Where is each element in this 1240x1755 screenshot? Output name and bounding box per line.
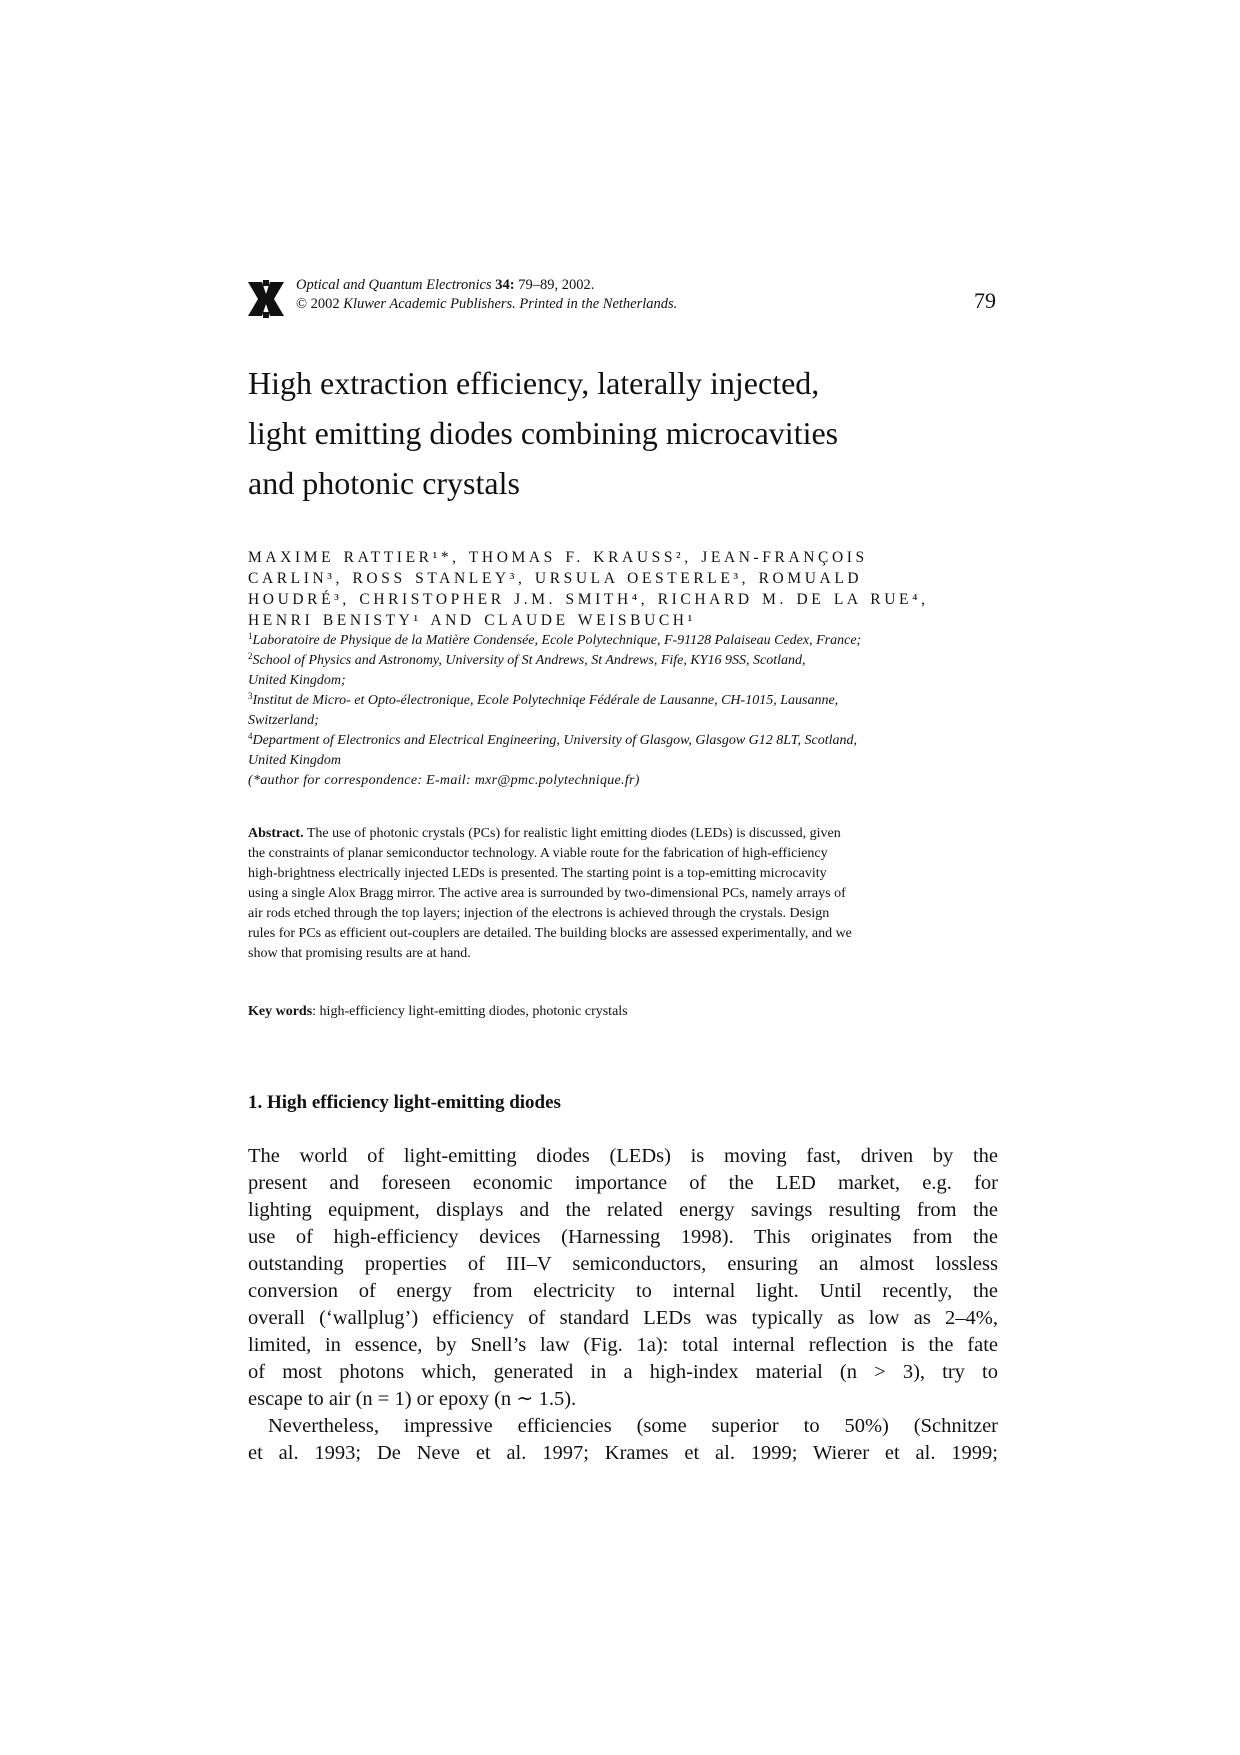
author-line: MAXIME RATTIER¹*, THOMAS F. KRAUSS², JEAN-FRANÇOIS <box>248 549 868 566</box>
correspondence-note: (*author for correspondence: E-mail: mxr@pmc.polytechnique.fr) <box>248 773 640 788</box>
body-line: use of high-efficiency devices (Harnessing 1998). This originates from the <box>248 1226 998 1248</box>
body-text <box>248 1143 998 1467</box>
author-line: CARLIN³, ROSS STANLEY³, URSULA OESTERLE³, ROMUALD <box>248 570 863 587</box>
affiliation-line: United Kingdom <box>248 753 341 768</box>
author-line: HOUDRÉ³, CHRISTOPHER J.M. SMITH⁴, RICHARD M. DE LA RUE⁴, <box>248 591 929 608</box>
abstract-line: the constraints of planar semiconductor technology. A viable route for the fabrication of high-efficiency <box>248 846 828 861</box>
keywords-text: : high-efficiency light-emitting diodes, photonic crystals <box>312 1004 628 1019</box>
body-line: of most photons which, generated in a high-index material (n > 3), try to <box>248 1361 998 1383</box>
author-line: HENRI BENISTY¹ AND CLAUDE WEISBUCH¹ <box>248 612 696 629</box>
section-heading: 1. High efficiency light-emitting diodes <box>248 1092 561 1113</box>
affiliation <box>248 691 1008 731</box>
affiliation-line: Switzerland; <box>248 713 319 728</box>
copyright-year: 2002 <box>307 296 344 312</box>
body-line: lighting equipment, displays and the related energy savings resulting from the <box>248 1199 998 1221</box>
body-line: The world of light-emitting diodes (LEDs) is moving fast, driven by the <box>248 1145 998 1167</box>
abstract-line: air rods etched through the top layers; injection of the electrons is achieved through the crystals. Design <box>248 906 830 921</box>
affiliation <box>248 631 1008 651</box>
body-line: conversion of energy from electricity to internal light. Until recently, the <box>248 1280 998 1302</box>
abstract <box>248 824 998 964</box>
title-line: and photonic crystals <box>248 465 520 501</box>
journal-name: Optical and Quantum Electronics <box>296 277 492 293</box>
title-line: light emitting diodes combining microcavities <box>248 415 839 451</box>
copyright-line <box>296 295 677 314</box>
affiliations <box>248 631 1008 791</box>
affiliation-line: $^1$Laboratoire de Physique de la Matière Condensée, Ecole Polytechnique, F-91128 Palaiseau Cedex, France; <box>248 631 862 648</box>
copyright-icon: © <box>296 296 308 312</box>
journal-line <box>296 276 677 295</box>
affiliation-line: $^3$Institut de Micro- et Opto-électronique, Ecole Polytechniqe Fédérale de Lausanne, CH-1015, Lausanne, <box>248 691 839 708</box>
journal-header <box>248 276 996 322</box>
abstract-line: Abstract. The use of photonic crystals (PCs) for realistic light emitting diodes (LEDs) is discussed, given <box>248 826 841 841</box>
journal-volume: 34: <box>495 277 515 293</box>
body-line: present and foreseen economic importance of the LED market, e.g. for <box>248 1172 998 1194</box>
journal-pages: 79–89, 2002. <box>514 277 595 293</box>
affiliation-line: United Kingdom; <box>248 673 346 688</box>
author-list <box>248 547 1008 631</box>
journal-citation <box>296 276 677 314</box>
affiliation-number: 2 <box>248 651 253 661</box>
kluwer-logo-icon <box>248 280 284 318</box>
body-line: escape to air (n = 1) or epoxy (n ∼ 1.5). <box>248 1388 577 1410</box>
keywords-label: Key words <box>248 1004 313 1019</box>
paper-title <box>248 358 948 508</box>
abstract-line: using a single Alox Bragg mirror. The active area is surrounded by two-dimensional PCs, namely arrays of <box>248 886 846 901</box>
keywords <box>248 1002 998 1022</box>
page-number: 79 <box>974 288 996 313</box>
publisher: Kluwer Academic Publishers. Printed in the Netherlands. <box>343 296 678 312</box>
body-line: et al. 1993; De Neve et al. 1997; Krames et al. 1999; Wierer et al. 1999; <box>248 1442 998 1464</box>
title-line: High extraction efficiency, laterally injected, <box>248 365 820 401</box>
abstract-line: high-brightness electrically injected LEDs is presented. The starting point is a top-emitting microcavity <box>248 866 827 881</box>
body-line: outstanding properties of III–V semiconductors, ensuring an almost lossless <box>248 1253 998 1275</box>
abstract-line: show that promising results are at hand. <box>248 946 471 961</box>
affiliation-number: 4 <box>248 731 253 741</box>
abstract-label: Abstract. <box>248 826 304 841</box>
affiliation-number: 1 <box>248 631 253 641</box>
affiliation <box>248 731 1008 771</box>
body-line: Nevertheless, impressive efficiencies (some superior to 50%) (Schnitzer <box>268 1415 998 1437</box>
affiliation-number: 3 <box>248 691 253 701</box>
affiliation <box>248 651 1008 691</box>
affiliation-line: $^2$School of Physics and Astronomy, University of St Andrews, St Andrews, Fife, KY16 9SS, Scotland, <box>248 651 806 668</box>
abstract-line: rules for PCs as efficient out-couplers are detailed. The building blocks are assessed experimentally, and we <box>248 926 852 941</box>
body-line: overall (‘wallplug’) efficiency of standard LEDs was typically as low as 2–4%, <box>248 1307 998 1329</box>
body-line: limited, in essence, by Snell’s law (Fig. 1a): total internal reflection is the fate <box>248 1334 998 1356</box>
affiliation-line: $^4$Department of Electronics and Electrical Engineering, University of Glasgow, Glasgow G12 8LT, Scotland, <box>248 731 858 748</box>
